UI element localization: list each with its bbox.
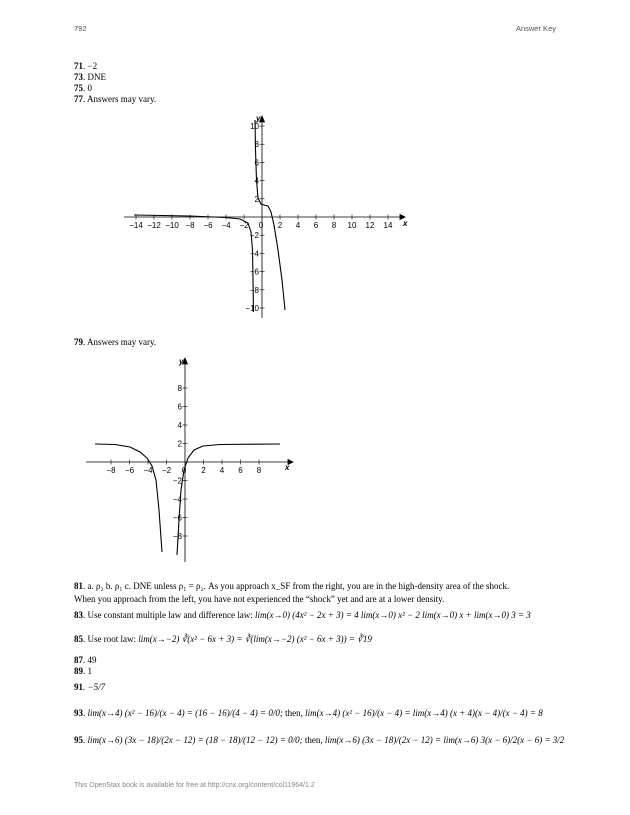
x-tick-label: 8 <box>331 221 337 230</box>
y-tick-label: 2 <box>254 194 259 204</box>
curve-left-branch <box>95 444 162 552</box>
answer-87: 87. 49 <box>74 655 97 665</box>
y-tick-label: −2 <box>249 231 259 241</box>
x-tick-label: 2 <box>277 221 283 230</box>
x-tick-label: −2 <box>239 221 249 230</box>
x-tick-label: 6 <box>313 221 319 230</box>
answer-95: 95. lim(x→6) (3x − 18)/(2x − 12) = (18 − 18)/(12 − 12) = 0/0; then, lim(x→6) (3x − 18)/(2x − 12) = lim(x→6) 3(x − 6)/2(x − 6) = 3/2 <box>74 735 565 745</box>
x-tick-label: 6 <box>238 466 243 475</box>
x-tick-label: 14 <box>383 221 393 230</box>
x-tick-label: −6 <box>203 221 213 230</box>
y-tick-label: 4 <box>177 421 182 430</box>
x-tick-label: 2 <box>201 466 206 475</box>
x-tick-label: −10 <box>165 221 179 230</box>
x-tick-label: 12 <box>365 221 375 230</box>
answer-79: 79. Answers may vary. <box>74 337 157 347</box>
x-tick-label: −12 <box>147 221 161 230</box>
x-axis-label: x <box>285 463 290 472</box>
y-tick-label: 6 <box>177 402 182 412</box>
x-tick-label: −14 <box>129 221 143 230</box>
answer-83: 83. Use constant multiple law and difference law: lim(x→0) (4x² − 2x + 3) = 4 lim(x→0) x² − 2 lim(x→0) x + lim(x→0) 3 = 3 <box>74 610 531 620</box>
y-tick-label: −2 <box>172 476 182 486</box>
answer-73: 73. DNE <box>74 72 106 82</box>
x-axis-label: x <box>403 219 408 228</box>
y-tick-label: −8 <box>172 532 182 541</box>
answer-71: 71. −2 <box>74 61 98 71</box>
x-tick-label: 4 <box>219 466 225 475</box>
answer-81-line2: When you approach from the left, you have not experienced the “shock” yet and are at a lower density. <box>74 594 445 604</box>
x-tick-label: −6 <box>124 466 135 475</box>
y-tick-label: −6 <box>249 267 259 277</box>
answer-89: 89. 1 <box>74 666 92 676</box>
y-tick-label: −4 <box>172 495 182 504</box>
graph-77 <box>120 112 410 320</box>
y-tick-label: 8 <box>177 384 182 393</box>
x-tick-label: 0 <box>181 466 187 475</box>
y-tick-label: −6 <box>172 513 182 523</box>
curve-right-branch <box>177 444 280 555</box>
y-tick-label: 10 <box>250 122 259 131</box>
y-tick-label: 2 <box>177 439 182 449</box>
y-tick-label: 8 <box>254 140 259 150</box>
y-tick-label: −10 <box>245 304 259 313</box>
page-number: 792 <box>74 24 87 33</box>
answer-81-line1: 81. a. ρ₂ b. ρ₁ c. DNE unless ρ₁ = ρ₂. As you approach x_SF from the right, you are in the high-density area of the shock. <box>74 581 510 591</box>
answer-85: 85. Use root law: lim(x→−2) ∛(x² − 6x + 3) = ∛(lim(x→−2) (x² − 6x + 3)) = ∛19 <box>74 634 372 644</box>
x-tick-label: 0 <box>258 221 264 230</box>
answer-75: 75. 0 <box>74 83 92 93</box>
x-tick-label: 8 <box>256 466 262 475</box>
running-header: Answer Key <box>515 24 556 33</box>
y-axis-label: y <box>179 357 184 366</box>
graph-79 <box>82 350 298 568</box>
x-tick-label: −4 <box>221 221 231 230</box>
y-axis-label: y <box>256 114 261 123</box>
x-tick-label: −4 <box>143 466 153 475</box>
x-tick-label: −8 <box>185 221 195 230</box>
y-tick-label: 6 <box>254 158 259 168</box>
y-tick-label: −4 <box>249 249 259 259</box>
x-tick-label: −2 <box>161 466 172 475</box>
curve-middle-branch <box>255 120 285 310</box>
answer-93: 93. lim(x→4) (x² − 16)/(x − 4) = (16 − 16)/(4 − 4) = 0/0; then, lim(x→4) (x² − 16)/(x − 4) = lim(x→4) (x + 4)(x − 4)/(x − 4) = 8 <box>74 708 543 718</box>
x-tick-label: 10 <box>347 221 357 230</box>
x-tick-label: 4 <box>295 221 301 230</box>
answer-91: 91. −5/7 <box>74 682 106 692</box>
y-tick-label: −8 <box>249 285 259 295</box>
x-tick-label: −8 <box>106 466 116 475</box>
footer: This OpenStax book is available for free at http://cnx.org/content/col11964/1.2 <box>74 782 315 789</box>
answer-77: 77. Answers may vary. <box>74 94 157 104</box>
y-tick-label: 4 <box>254 176 259 186</box>
